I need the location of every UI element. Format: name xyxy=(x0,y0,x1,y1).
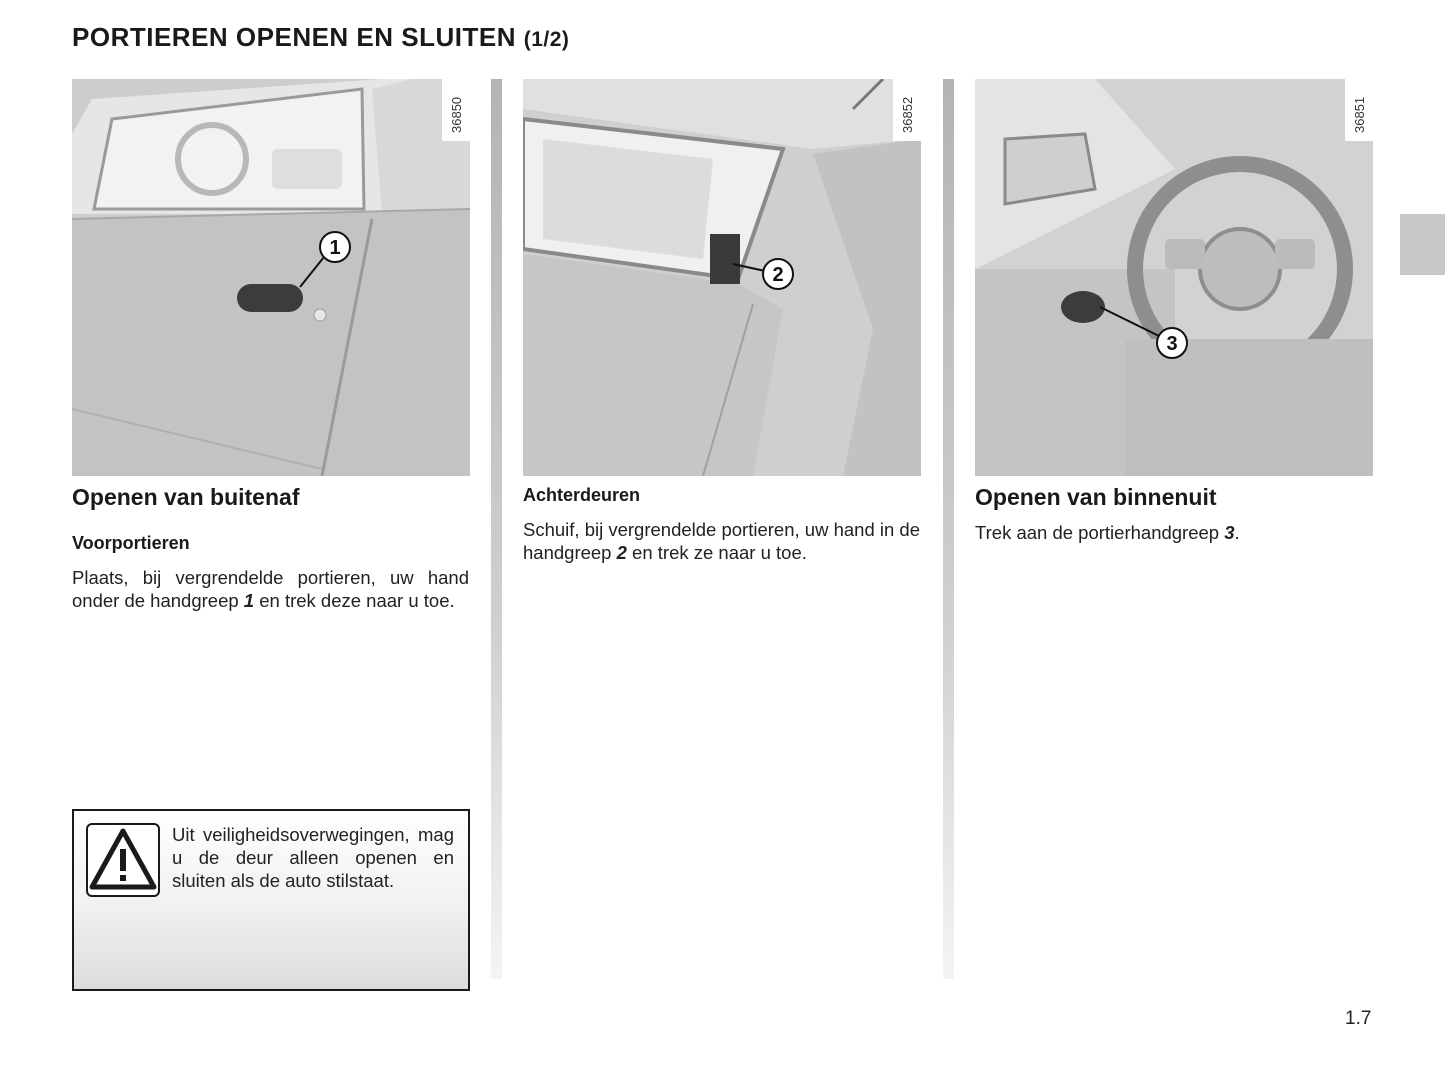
ref-2: 2 xyxy=(616,542,627,563)
achterdeuren-text: Schuif, bij vergrendelde portieren, uw hand in de handgreep 2 en trek ze naar u toe. xyxy=(523,519,920,563)
illustration-code-1: 36850 xyxy=(449,96,464,133)
page-title: PORTIEREN OPENEN EN SLUITEN (1/2) xyxy=(72,22,570,52)
callout-1: 1 xyxy=(329,237,341,259)
column-divider-left xyxy=(491,79,502,979)
ref-3: 3 xyxy=(1224,522,1235,543)
warning-text: Uit veiligheidsoverwegingen, mag u de deur alleen openen en sluiten als de auto stilstaat. xyxy=(172,824,454,891)
voorportieren-text: Plaats, bij vergrendelde portieren, uw hand onder de handgreep 1 en trek deze naar u toe. xyxy=(72,567,469,611)
heading-openen-van-buitenaf: Openen van buitenaf xyxy=(72,484,300,510)
subheading-achterdeuren: Achterdeuren xyxy=(523,485,641,505)
subheading-voorportieren: Voorportieren xyxy=(72,533,190,553)
binnenuit-text: Trek aan de portierhandgreep 3. xyxy=(975,522,1240,543)
section-tab xyxy=(1400,214,1445,275)
page-number: 1.7 xyxy=(1345,1008,1372,1029)
callout-2: 2 xyxy=(772,264,784,286)
warning-triangle-icon xyxy=(86,823,160,897)
illustration-code-2: 36852 xyxy=(900,96,915,133)
interior-handle-illustration xyxy=(975,79,1373,476)
warning-box xyxy=(72,809,470,991)
front-door-illustration xyxy=(72,79,470,476)
title-part: (1/2) xyxy=(523,28,570,51)
rear-door-illustration xyxy=(523,79,921,476)
callout-3: 3 xyxy=(1166,333,1178,355)
ref-1: 1 xyxy=(243,590,255,611)
heading-openen-van-binnenuit: Openen van binnenuit xyxy=(975,484,1217,510)
column-divider-right xyxy=(943,79,954,979)
illustration-code-3: 36851 xyxy=(1352,96,1367,133)
